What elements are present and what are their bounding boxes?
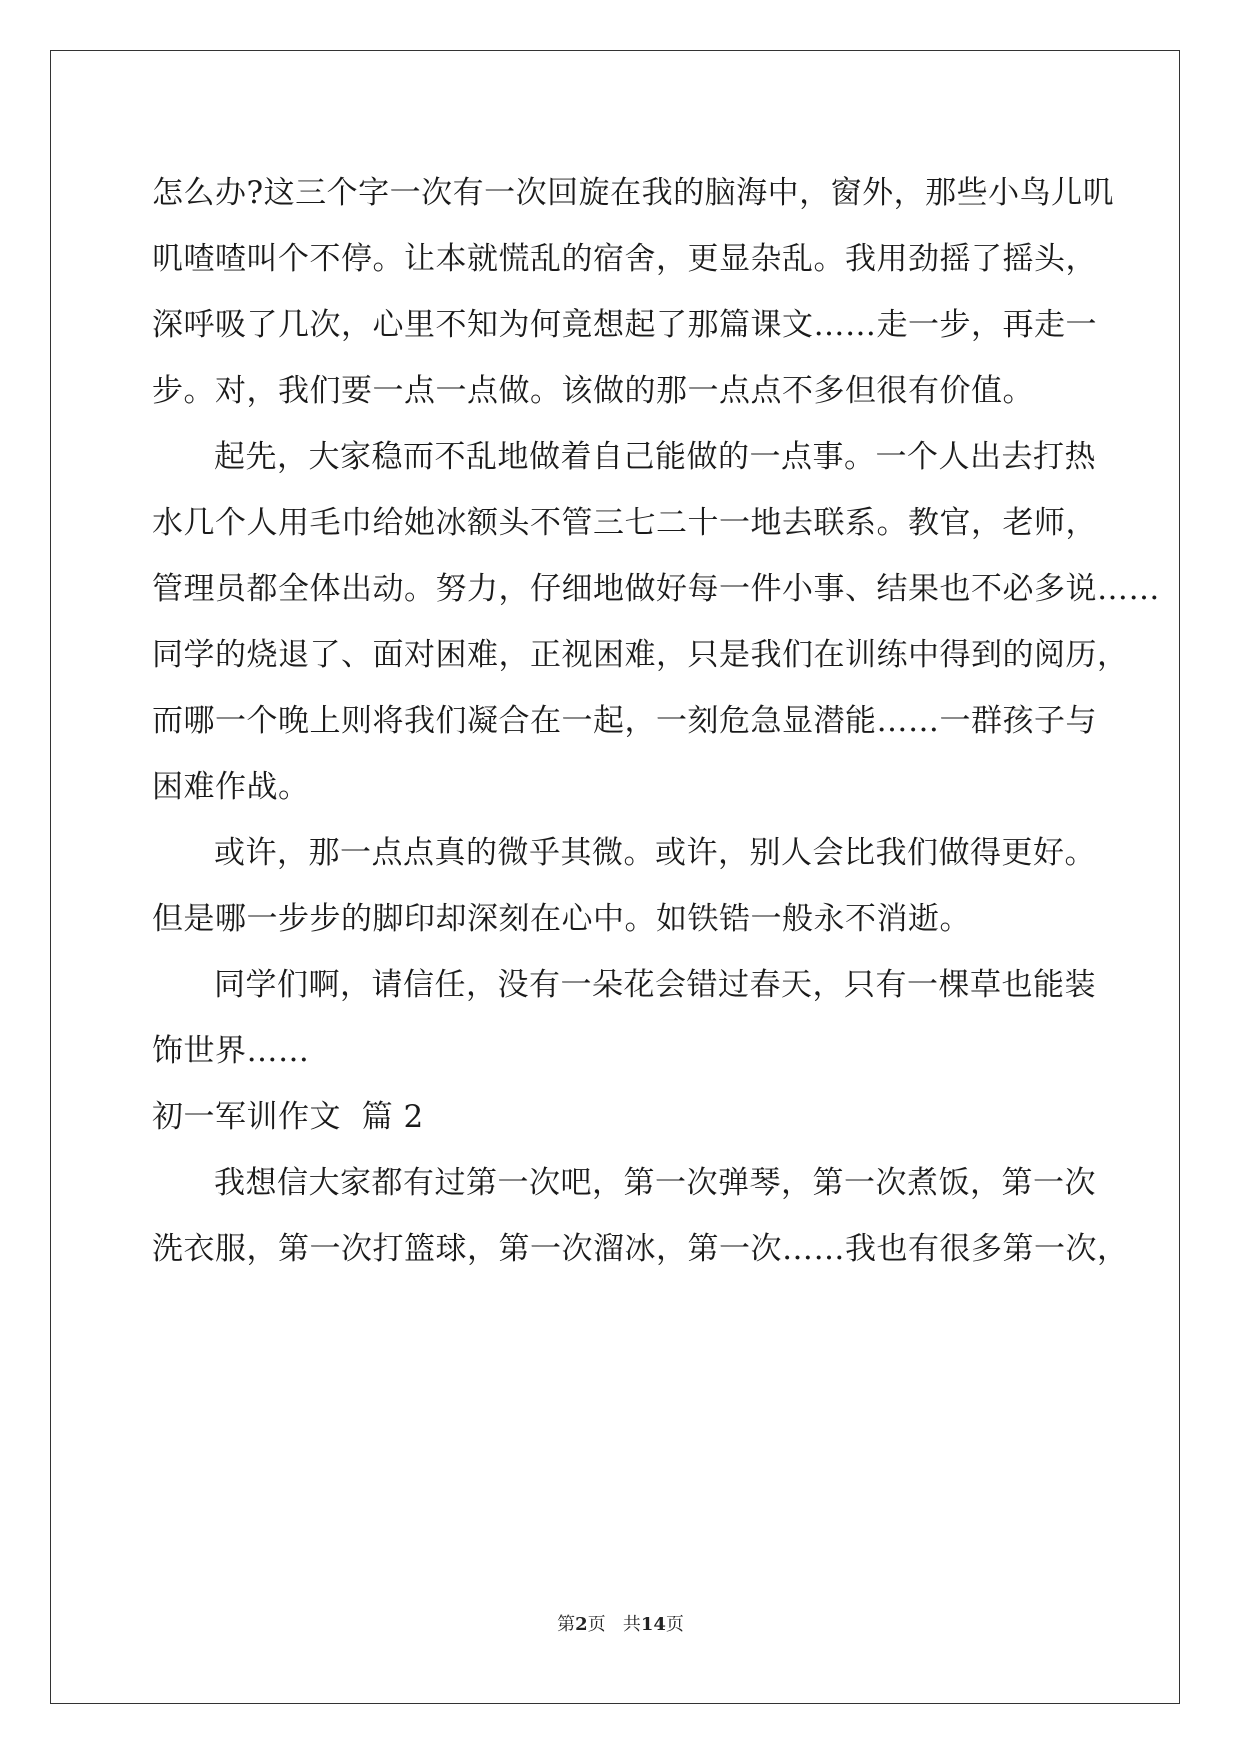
text-line: 但是哪一步步的脚印却深刻在心中。如铁锆一般永不消逝。: [152, 901, 971, 937]
text-line: 步。对，我们要一点一点做。该做的那一点点不多但很有价值。: [152, 373, 1034, 409]
page-footer: [0, 1610, 1241, 1636]
page-number: 2: [575, 1614, 588, 1635]
text-line: 怎么办?这三个字一次有一次回旋在我的脑海中，窗外，那些小鸟儿叽: [152, 175, 1115, 211]
text-line: 困难作战。: [152, 769, 310, 805]
footer-prefix: 第: [557, 1614, 576, 1635]
footer-total-suffix: 页: [665, 1614, 684, 1635]
text-line: 管理员都全体出动。努力，仔细地做好每一件小事、结果也不必多说……: [152, 571, 1160, 607]
text-line: 饰世界……: [152, 1033, 310, 1069]
paragraph-first-line: 起先，大家稳而不乱地做着自己能做的一点事。一个人出去打热: [214, 439, 1096, 475]
paragraph-first-line: 我想信大家都有过第一次吧，第一次弹琴，第一次煮饭，第一次: [214, 1165, 1096, 1201]
footer-page-suffix: 页: [587, 1614, 606, 1635]
document-body: [152, 160, 1160, 1282]
text-line: 而哪一个晚上则将我们凝合在一起，一刻危急显潜能……一群孩子与: [152, 703, 1097, 739]
text-line: 洗衣服，第一次打篮球，第一次溜冰，第一次……我也有很多第一次，: [152, 1231, 1129, 1267]
text-line: 同学的烧退了、面对困难，正视困难，只是我们在训练中得到的阅历，: [152, 637, 1129, 673]
total-pages: 14: [640, 1614, 666, 1635]
text-line: 叽喳喳叫个不停。让本就慌乱的宿舍，更显杂乱。我用劲摇了摇头，: [152, 241, 1097, 277]
footer-total-prefix: 共: [622, 1614, 641, 1635]
paragraph-first-line: 或许，那一点点真的微乎其微。或许，别人会比我们做得更好。: [214, 835, 1096, 871]
section-heading: 初一军训作文 篇 2: [152, 1099, 424, 1135]
text-line: 水几个人用毛巾给她冰额头不管三七二十一地去联系。教官，老师，: [152, 505, 1097, 541]
paragraph-first-line: 同学们啊，请信任，没有一朵花会错过春天，只有一棵草也能装: [214, 967, 1096, 1003]
text-line: 深呼吸了几次，心里不知为何竟想起了那篇课文……走一步，再走一: [152, 307, 1097, 343]
